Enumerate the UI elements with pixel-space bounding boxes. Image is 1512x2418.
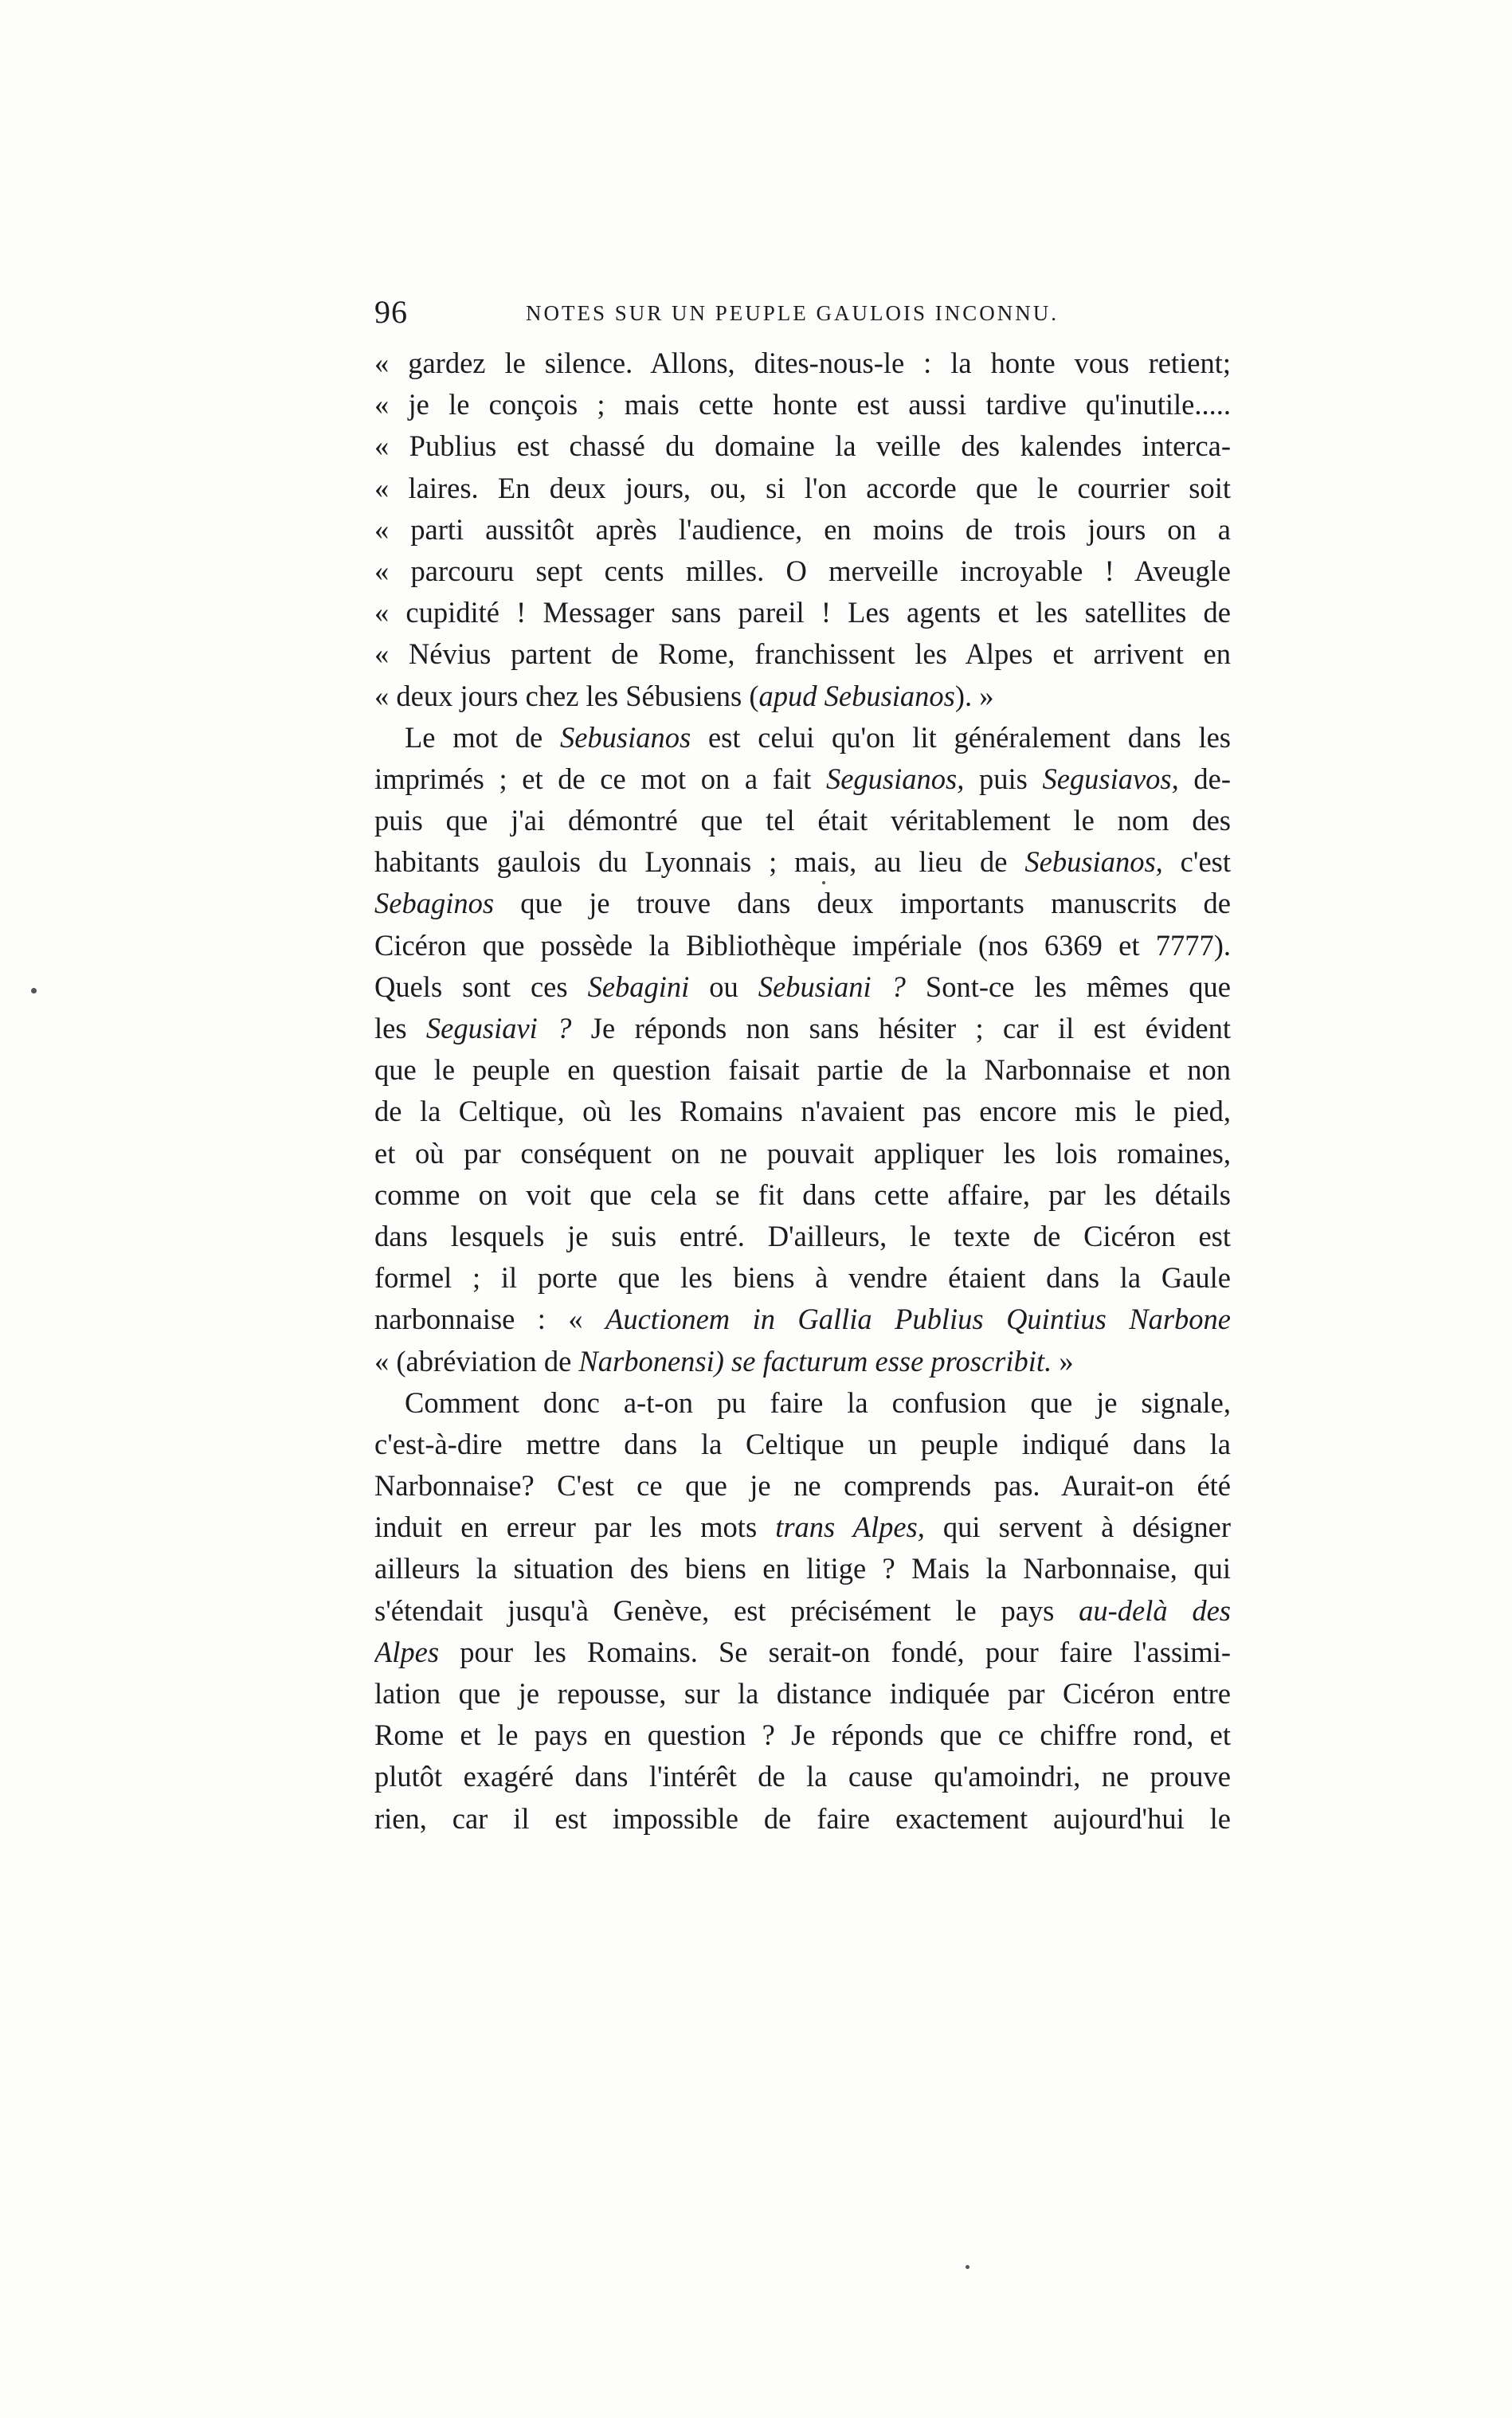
line-text: « deux jours chez les Sébusiens ( — [374, 679, 759, 712]
line-text: habitants gaulois du Lyonnais ; mais, au lieu de — [374, 845, 1025, 879]
running-title: NOTES SUR UN PEUPLE GAULOIS INCONNU. — [526, 301, 1060, 325]
text-line — [374, 1632, 1231, 1673]
italic-text: Alpes — [374, 1635, 440, 1668]
text-line — [374, 1091, 1231, 1132]
text-line — [374, 1216, 1231, 1257]
line-text: « Publius est chassé du domaine la veille des kalendes interca- — [374, 429, 1231, 463]
text-line — [374, 1174, 1231, 1216]
line-text: plutôt exagéré dans l'intérêt de la cause qu'amoindri, ne prouve — [374, 1760, 1231, 1793]
line-text: c'est — [1162, 845, 1231, 879]
line-text: de- — [1178, 762, 1231, 795]
italic-text: au-delà des — [1079, 1593, 1231, 1627]
text-line — [374, 1798, 1231, 1840]
italic-text: se facturum esse proscribit. — [731, 1344, 1052, 1378]
line-text: comme on voit que cela se fit dans cette affaire, par les détails — [374, 1178, 1231, 1211]
text-line — [374, 425, 1231, 467]
page-header — [374, 287, 1231, 335]
italic-text: Segusiavos, — [1042, 762, 1179, 795]
text-line — [374, 925, 1231, 966]
line-text: que le peuple en question faisait partie de la Narbonnaise et non — [374, 1053, 1231, 1087]
line-text: Sont-ce les mêmes que — [905, 970, 1231, 1003]
line-text: « (abréviation de — [374, 1344, 579, 1378]
line-text: Comment donc a-t-on pu faire la confusion que je signale, — [405, 1385, 1231, 1419]
line-text: pour les Romains. Se serait-on fondé, pour faire l'assimi- — [439, 1635, 1231, 1668]
italic-text: Narbonensi) — [578, 1344, 724, 1378]
text-line — [374, 468, 1231, 509]
line-text: « parcouru sept cents milles. O merveille incroyable ! Aveugle — [374, 554, 1231, 587]
line-text: et où par conséquent on ne pouvait appliquer les lois romaines, — [374, 1136, 1231, 1170]
italic-text: Sebaginos — [374, 887, 495, 920]
text-line — [374, 1715, 1231, 1756]
italic-text: Segusiavi ? — [425, 1012, 572, 1044]
text-line — [374, 633, 1231, 675]
line-text: de la Celtique, où les Romains n'avaient pas encore mis le pied, — [374, 1095, 1231, 1128]
line-text: c'est-à-dire mettre dans la Celtique un peuple indiqué dans la — [374, 1427, 1231, 1460]
line-text: ). » — [954, 679, 994, 712]
body-text — [374, 343, 1231, 1840]
text-line — [374, 676, 1231, 717]
ink-speck — [31, 988, 37, 993]
line-text: » — [1052, 1344, 1074, 1378]
line-text: qui servent à désigner — [924, 1511, 1231, 1544]
line-text: dans lesquels je suis entré. D'ailleurs, le texte de Cicéron est — [374, 1219, 1231, 1252]
text-line — [374, 1673, 1231, 1715]
text-line — [374, 1049, 1231, 1091]
line-text: « Névius partent de Rome, franchissent les Alpes et arrivent en — [374, 637, 1231, 671]
text-line — [374, 343, 1231, 384]
line-text: lation que je repousse, sur la distance indiquée par Cicéron entre — [374, 1677, 1231, 1710]
line-text: rien, car il est impossible de faire exactement aujourd'hui le — [374, 1801, 1231, 1835]
line-text: ou — [689, 970, 758, 1003]
text-line — [374, 1299, 1231, 1340]
line-text: « gardez le silence. Allons, dites-nous-le : la honte vous retient; — [374, 347, 1231, 379]
line-text: les — [374, 1012, 426, 1044]
text-line — [374, 1756, 1231, 1797]
line-text: « cupidité ! Messager sans pareil ! Les agents et les satellites de — [374, 596, 1231, 629]
line-text: Narbonnaise? C'est ce que je ne comprends pas. Aurait-on été — [374, 1469, 1231, 1503]
text-line — [374, 1424, 1231, 1465]
line-text: puis que j'ai démontré que tel était véritablement le nom des — [374, 804, 1231, 837]
text-line — [374, 1465, 1231, 1507]
text-line — [374, 551, 1231, 592]
ink-speck — [966, 2265, 969, 2269]
italic-text: Sebusianos, — [1024, 845, 1163, 879]
line-text: formel ; il porte que les biens à vendre étaient dans la Gaule — [374, 1261, 1231, 1295]
text-line — [374, 841, 1231, 883]
text-line — [374, 592, 1231, 633]
text-line — [374, 800, 1231, 841]
text-line — [374, 1008, 1231, 1049]
text-line — [374, 717, 1231, 758]
text-line — [374, 1382, 1231, 1424]
text-line — [374, 1257, 1231, 1299]
italic-text: Sebusiani ? — [758, 970, 906, 1003]
line-text: ailleurs la situation des biens en litige ? Mais la Narbonnaise, qui — [374, 1552, 1231, 1585]
line-text: s'étendait jusqu'à Genève, est précisément le pays — [374, 1593, 1079, 1627]
line-text: Quels sont ces — [374, 970, 588, 1003]
text-line — [374, 883, 1231, 924]
text-line — [374, 1341, 1231, 1382]
text-line — [374, 384, 1231, 425]
line-text: induit en erreur par les mots — [374, 1511, 776, 1544]
line-text: Rome et le pays en question ? Je réponds que ce chiffre rond, et — [374, 1718, 1231, 1752]
italic-text: Auctionem in Gallia Publius Quintius Narbone — [605, 1303, 1231, 1336]
line-text: Le mot de — [405, 720, 560, 754]
line-text: « parti aussitôt après l'audience, en moins de trois jours on a — [374, 512, 1231, 546]
text-line — [374, 1507, 1231, 1548]
italic-text: Sebagini — [587, 970, 690, 1003]
line-text: que je trouve dans deux importants manuscrits de — [494, 887, 1231, 920]
line-text: narbonnaise : « — [374, 1303, 606, 1336]
text-line — [374, 758, 1231, 800]
page-number: 96 — [374, 294, 408, 330]
italic-text: apud Sebusianos — [758, 679, 955, 712]
text-line — [374, 1133, 1231, 1174]
text-line — [374, 1590, 1231, 1632]
line-text: puis — [964, 762, 1043, 795]
italic-text: trans Alpes, — [775, 1511, 925, 1544]
text-line — [374, 1548, 1231, 1589]
line-text: Je réponds non sans hésiter ; car il est évident — [571, 1012, 1231, 1044]
italic-text: Sebusianos — [559, 720, 691, 754]
line-text: Cicéron que possède la Bibliothèque impériale (nos 6369 et 7777). — [374, 928, 1231, 962]
line-text — [724, 1345, 731, 1378]
ink-speck — [822, 881, 825, 884]
line-text: « je le conçois ; mais cette honte est aussi tardive qu'inutile..... — [374, 388, 1231, 421]
line-text: « laires. En deux jours, ou, si l'on accorde que le courrier soit — [374, 471, 1231, 504]
text-line — [374, 509, 1231, 551]
line-text: imprimés ; et de ce mot on a fait — [374, 762, 826, 795]
text-line — [374, 966, 1231, 1008]
italic-text: Segusianos, — [825, 762, 965, 795]
line-text: est celui qu'on lit généralement dans les — [691, 720, 1231, 754]
